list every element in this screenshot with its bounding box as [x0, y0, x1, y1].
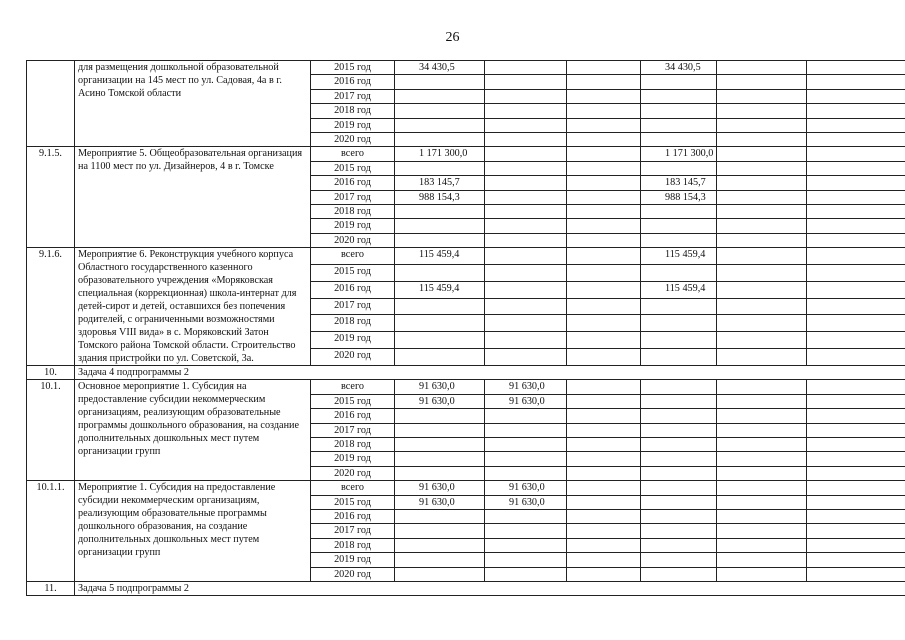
year-cell: 2017 год — [311, 298, 395, 315]
amount-cell — [717, 423, 807, 437]
amount-cell — [641, 118, 717, 132]
amount-cell: 183 145,7 — [395, 176, 485, 190]
amount-cell — [807, 219, 905, 233]
amount-cell — [395, 553, 485, 567]
year-cell: 2016 год — [311, 409, 395, 423]
amount-cell — [567, 161, 641, 175]
amount-cell — [485, 204, 567, 218]
year-cell: 2018 год — [311, 315, 395, 332]
amount-cell — [485, 161, 567, 175]
amount-cell — [641, 481, 717, 495]
year-cell: всего — [311, 380, 395, 394]
amount-cell: 1 171 300,0 — [395, 147, 485, 161]
amount-cell: 91 630,0 — [395, 495, 485, 509]
amount-cell — [567, 349, 641, 366]
funding-table — [26, 60, 905, 596]
amount-cell: 988 154,3 — [641, 190, 717, 204]
year-cell: 2016 год — [311, 176, 395, 190]
amount-cell — [567, 524, 641, 538]
table-row — [27, 147, 905, 161]
year-cell: всего — [311, 248, 395, 265]
year-cell: 2017 год — [311, 89, 395, 103]
amount-cell: 34 430,5 — [395, 61, 485, 75]
year-cell: 2019 год — [311, 332, 395, 349]
amount-cell — [717, 264, 807, 281]
amount-cell — [807, 567, 905, 581]
amount-cell: 91 630,0 — [485, 495, 567, 509]
amount-cell — [641, 298, 717, 315]
amount-cell — [395, 538, 485, 552]
amount-cell — [807, 233, 905, 247]
amount-cell — [567, 176, 641, 190]
year-cell: 2017 год — [311, 190, 395, 204]
amount-cell — [717, 524, 807, 538]
year-cell: 2015 год — [311, 61, 395, 75]
amount-cell — [485, 409, 567, 423]
amount-cell — [567, 89, 641, 103]
amount-cell — [485, 423, 567, 437]
amount-cell — [807, 452, 905, 466]
amount-cell — [717, 409, 807, 423]
amount-cell — [567, 190, 641, 204]
amount-cell — [567, 132, 641, 146]
amount-cell: 91 630,0 — [485, 394, 567, 408]
amount-cell — [567, 567, 641, 581]
amount-cell — [485, 466, 567, 480]
amount-cell — [395, 75, 485, 89]
amount-cell: 988 154,3 — [395, 190, 485, 204]
amount-cell — [485, 219, 567, 233]
amount-cell — [717, 380, 807, 394]
amount-cell — [567, 315, 641, 332]
amount-cell — [717, 132, 807, 146]
year-cell: 2019 год — [311, 553, 395, 567]
amount-cell — [485, 75, 567, 89]
table-row — [27, 248, 905, 265]
amount-cell — [717, 567, 807, 581]
amount-cell — [717, 332, 807, 349]
year-cell: 2019 год — [311, 452, 395, 466]
table-row — [27, 481, 905, 495]
amount-cell — [567, 219, 641, 233]
amount-cell — [395, 452, 485, 466]
amount-cell — [485, 147, 567, 161]
amount-cell — [807, 524, 905, 538]
amount-cell — [641, 466, 717, 480]
amount-cell — [717, 118, 807, 132]
year-cell: 2018 год — [311, 438, 395, 452]
amount-cell — [485, 315, 567, 332]
amount-cell — [641, 161, 717, 175]
amount-cell — [567, 104, 641, 118]
amount-cell — [717, 161, 807, 175]
amount-cell — [567, 332, 641, 349]
year-cell: 2020 год — [311, 567, 395, 581]
amount-cell — [641, 567, 717, 581]
year-cell: 2020 год — [311, 233, 395, 247]
amount-cell — [717, 104, 807, 118]
year-cell: 2019 год — [311, 118, 395, 132]
amount-cell — [641, 394, 717, 408]
item-number: 9.1.6. — [27, 248, 75, 366]
amount-cell — [807, 298, 905, 315]
item-description: Основное мероприятие 1. Субсидия на предоставление субсидии некоммерческим организациям, реализующим образовательные программы дошкольного образования, на создание дополнительных дошкольных мест путем организации групп — [75, 380, 311, 481]
amount-cell — [485, 118, 567, 132]
amount-cell — [485, 281, 567, 298]
amount-cell — [807, 161, 905, 175]
year-cell: 2015 год — [311, 264, 395, 281]
item-description: Мероприятие 5. Общеобразовательная организация на 1100 мест по ул. Дизайнеров, 4 в г. Томске — [75, 147, 311, 248]
amount-cell — [567, 264, 641, 281]
item-number: 11. — [27, 581, 75, 595]
amount-cell: 115 459,4 — [395, 281, 485, 298]
amount-cell — [395, 161, 485, 175]
amount-cell — [717, 553, 807, 567]
amount-cell — [567, 118, 641, 132]
amount-cell — [485, 176, 567, 190]
amount-cell — [641, 553, 717, 567]
item-number — [27, 61, 75, 147]
amount-cell — [567, 233, 641, 247]
amount-cell — [641, 315, 717, 332]
amount-cell — [567, 298, 641, 315]
amount-cell — [485, 248, 567, 265]
amount-cell — [807, 315, 905, 332]
amount-cell — [567, 553, 641, 567]
year-cell: 2020 год — [311, 349, 395, 366]
amount-cell — [395, 233, 485, 247]
amount-cell — [717, 75, 807, 89]
year-cell: 2016 год — [311, 75, 395, 89]
amount-cell — [485, 509, 567, 523]
amount-cell — [717, 61, 807, 75]
amount-cell — [395, 118, 485, 132]
item-number: 10. — [27, 366, 75, 380]
year-cell: 2017 год — [311, 524, 395, 538]
task-row — [27, 581, 905, 595]
year-cell: всего — [311, 481, 395, 495]
amount-cell: 115 459,4 — [641, 248, 717, 265]
amount-cell — [641, 452, 717, 466]
amount-cell — [567, 466, 641, 480]
amount-cell — [807, 509, 905, 523]
amount-cell — [807, 394, 905, 408]
amount-cell — [567, 538, 641, 552]
amount-cell — [807, 466, 905, 480]
amount-cell — [395, 298, 485, 315]
amount-cell — [485, 89, 567, 103]
amount-cell — [567, 509, 641, 523]
amount-cell — [485, 438, 567, 452]
amount-cell — [485, 190, 567, 204]
amount-cell — [567, 481, 641, 495]
amount-cell — [641, 204, 717, 218]
amount-cell — [807, 332, 905, 349]
amount-cell — [395, 204, 485, 218]
item-description: для размещения дошкольной образовательной организации на 145 мест по ул. Садовая, 4а в г. Асино Томской области — [75, 61, 311, 147]
amount-cell: 91 630,0 — [485, 481, 567, 495]
amount-cell — [807, 147, 905, 161]
amount-cell — [641, 509, 717, 523]
amount-cell — [717, 438, 807, 452]
amount-cell — [567, 495, 641, 509]
amount-cell — [807, 495, 905, 509]
amount-cell — [395, 509, 485, 523]
amount-cell: 183 145,7 — [641, 176, 717, 190]
amount-cell — [717, 349, 807, 366]
amount-cell — [641, 332, 717, 349]
year-cell: 2016 год — [311, 509, 395, 523]
amount-cell — [641, 423, 717, 437]
amount-cell: 91 630,0 — [485, 380, 567, 394]
amount-cell — [395, 104, 485, 118]
amount-cell — [717, 281, 807, 298]
amount-cell — [395, 466, 485, 480]
amount-cell — [717, 89, 807, 103]
amount-cell — [567, 281, 641, 298]
amount-cell: 115 459,4 — [395, 248, 485, 265]
amount-cell — [717, 298, 807, 315]
amount-cell — [807, 481, 905, 495]
amount-cell — [641, 438, 717, 452]
amount-cell — [567, 438, 641, 452]
amount-cell — [717, 481, 807, 495]
amount-cell — [485, 104, 567, 118]
item-number: 10.1. — [27, 380, 75, 481]
amount-cell — [567, 248, 641, 265]
amount-cell — [807, 204, 905, 218]
amount-cell — [485, 538, 567, 552]
amount-cell — [567, 394, 641, 408]
page-number: 26 — [445, 30, 460, 45]
amount-cell — [641, 380, 717, 394]
amount-cell — [567, 204, 641, 218]
amount-cell — [641, 495, 717, 509]
amount-cell — [641, 409, 717, 423]
amount-cell — [717, 466, 807, 480]
year-cell: 2015 год — [311, 495, 395, 509]
amount-cell — [807, 132, 905, 146]
amount-cell — [807, 553, 905, 567]
amount-cell — [485, 132, 567, 146]
amount-cell — [641, 349, 717, 366]
table-row — [27, 380, 905, 394]
amount-cell — [807, 118, 905, 132]
amount-cell — [485, 332, 567, 349]
amount-cell — [807, 104, 905, 118]
amount-cell — [807, 264, 905, 281]
year-cell: 2016 год — [311, 281, 395, 298]
amount-cell — [717, 495, 807, 509]
amount-cell — [807, 281, 905, 298]
amount-cell — [485, 524, 567, 538]
amount-cell — [641, 538, 717, 552]
amount-cell — [717, 233, 807, 247]
amount-cell — [717, 176, 807, 190]
amount-cell — [485, 298, 567, 315]
amount-cell — [807, 190, 905, 204]
amount-cell — [567, 423, 641, 437]
amount-cell — [717, 452, 807, 466]
amount-cell — [717, 190, 807, 204]
item-number: 9.1.5. — [27, 147, 75, 248]
year-cell: 2017 год — [311, 423, 395, 437]
task-title: Задача 4 подпрограммы 2 — [75, 366, 905, 380]
amount-cell — [807, 380, 905, 394]
amount-cell — [717, 315, 807, 332]
amount-cell — [807, 248, 905, 265]
amount-cell — [717, 509, 807, 523]
amount-cell — [567, 380, 641, 394]
amount-cell — [485, 349, 567, 366]
amount-cell — [395, 264, 485, 281]
amount-cell — [717, 219, 807, 233]
amount-cell — [807, 409, 905, 423]
amount-cell — [807, 75, 905, 89]
amount-cell — [567, 409, 641, 423]
amount-cell — [485, 553, 567, 567]
year-cell: 2018 год — [311, 538, 395, 552]
amount-cell — [641, 89, 717, 103]
amount-cell — [717, 147, 807, 161]
amount-cell — [395, 219, 485, 233]
year-cell: 2019 год — [311, 219, 395, 233]
amount-cell — [567, 75, 641, 89]
table-row — [27, 61, 905, 75]
amount-cell — [641, 233, 717, 247]
amount-cell — [485, 61, 567, 75]
amount-cell — [717, 248, 807, 265]
amount-cell — [641, 75, 717, 89]
amount-cell — [567, 452, 641, 466]
amount-cell — [395, 132, 485, 146]
amount-cell — [567, 61, 641, 75]
amount-cell: 91 630,0 — [395, 394, 485, 408]
amount-cell — [395, 524, 485, 538]
amount-cell — [395, 315, 485, 332]
amount-cell — [641, 524, 717, 538]
amount-cell — [485, 233, 567, 247]
task-title: Задача 5 подпрограммы 2 — [75, 581, 905, 595]
amount-cell: 91 630,0 — [395, 481, 485, 495]
amount-cell — [395, 89, 485, 103]
amount-cell: 91 630,0 — [395, 380, 485, 394]
amount-cell — [485, 264, 567, 281]
amount-cell — [395, 567, 485, 581]
amount-cell — [807, 438, 905, 452]
year-cell: всего — [311, 147, 395, 161]
year-cell: 2015 год — [311, 394, 395, 408]
year-cell: 2020 год — [311, 466, 395, 480]
item-description: Мероприятие 1. Субсидия на предоставление субсидии некоммерческим организациям, реализующим образовательные программы дошкольного образования, на создание дополнительных дошкольных мест путем организации групп — [75, 481, 311, 582]
year-cell: 2018 год — [311, 204, 395, 218]
amount-cell — [807, 349, 905, 366]
item-description: Мероприятие 6. Реконструкция учебного корпуса Областного государственного казенного образовательного учреждения «Моряковская специальная (коррекционная) школа-интернат для детей-сирот и детей, оставшихся без попечения родителей, с ограниченными возможностями здоровья VIII вида» в с. Моряковский Затон Томского района Томской области. Строительство здания пристройки по ул. Советской, 3а. — [75, 248, 311, 366]
amount-cell — [807, 176, 905, 190]
amount-cell — [807, 423, 905, 437]
amount-cell — [567, 147, 641, 161]
task-row — [27, 366, 905, 380]
amount-cell — [485, 567, 567, 581]
amount-cell: 115 459,4 — [641, 281, 717, 298]
amount-cell — [717, 204, 807, 218]
amount-cell — [641, 264, 717, 281]
amount-cell — [717, 538, 807, 552]
amount-cell — [807, 89, 905, 103]
amount-cell — [807, 538, 905, 552]
amount-cell — [395, 332, 485, 349]
amount-cell — [717, 394, 807, 408]
amount-cell — [641, 104, 717, 118]
amount-cell — [395, 438, 485, 452]
amount-cell — [395, 409, 485, 423]
amount-cell — [395, 349, 485, 366]
amount-cell: 34 430,5 — [641, 61, 717, 75]
amount-cell — [641, 132, 717, 146]
year-cell: 2020 год — [311, 132, 395, 146]
amount-cell — [807, 61, 905, 75]
year-cell: 2015 год — [311, 161, 395, 175]
item-number: 10.1.1. — [27, 481, 75, 582]
amount-cell — [641, 219, 717, 233]
year-cell: 2018 год — [311, 104, 395, 118]
amount-cell — [485, 452, 567, 466]
amount-cell: 1 171 300,0 — [641, 147, 717, 161]
amount-cell — [395, 423, 485, 437]
